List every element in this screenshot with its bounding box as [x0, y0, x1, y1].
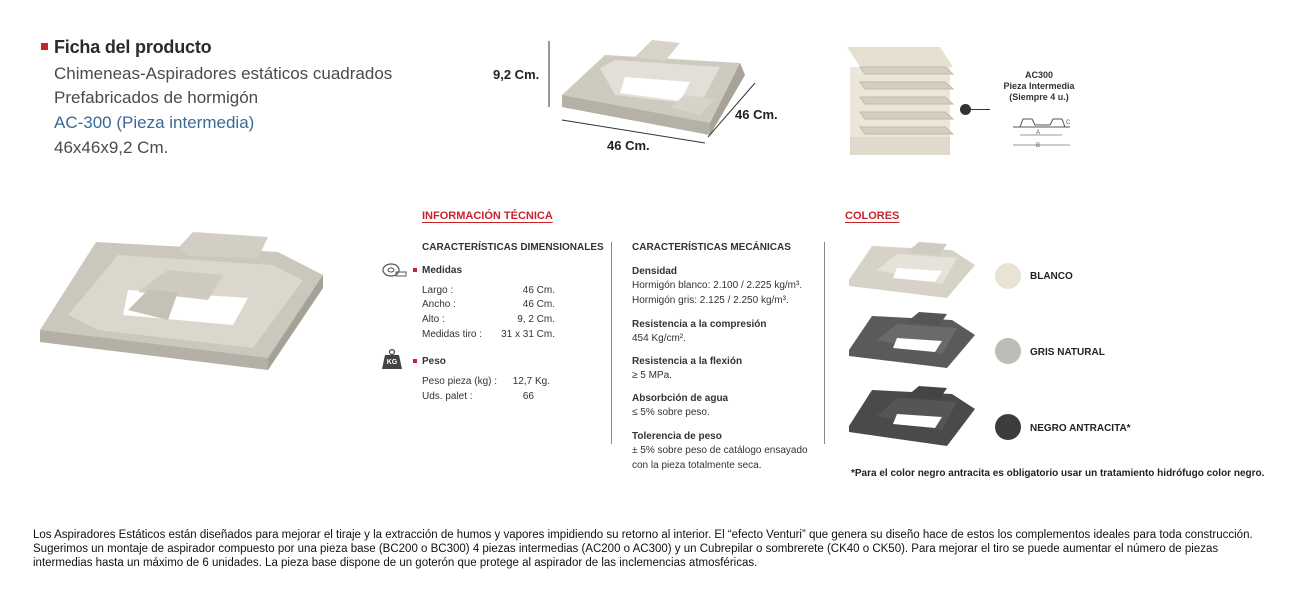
stack-pointer-line — [970, 109, 990, 110]
measure-row — [422, 314, 557, 326]
dimensional-title: CARACTERÍSTICAS DIMENSIONALES — [422, 242, 604, 253]
measure-row — [422, 299, 557, 311]
color-swatch-grey — [995, 338, 1021, 364]
height-dimension: 9,2 Cm. — [493, 67, 540, 82]
tolerance-label: Tolerencia de peso — [632, 431, 722, 442]
divider-dim-mech — [611, 242, 612, 444]
color-name-grey: GRIS NATURAL — [1030, 347, 1105, 358]
color-note: *Para el color negro antracita es obligatorio usar un tratamiento hidrófugo color negro. — [851, 468, 1265, 479]
measure-key: Largo : — [422, 285, 454, 296]
profile-label-a: A — [1036, 130, 1041, 136]
measures-label: Medidas — [422, 265, 463, 276]
density-grey: Hormigón gris: 2.125 / 2.250 kg/m³. — [632, 295, 789, 306]
profile-label-c: C — [1066, 120, 1071, 126]
color-sample-black — [847, 384, 977, 450]
color-swatch-black — [995, 414, 1021, 440]
color-name-white: BLANCO — [1030, 271, 1073, 282]
tolerance-value-1: ± 5% sobre peso de catálogo ensayado — [632, 445, 808, 456]
flexion-value: ≥ 5 MPa. — [632, 370, 672, 381]
absorption-value: ≤ 5% sobre peso. — [632, 407, 710, 418]
color-sample-white — [847, 240, 977, 302]
product-main-image — [38, 230, 328, 380]
divider-mech-colors — [824, 242, 825, 444]
profile-label-b: B — [1036, 143, 1041, 149]
product-family: Chimeneas-Aspiradores estáticos cuadrados — [54, 64, 393, 83]
depth-dimension: 46 Cm. — [735, 107, 778, 122]
weight-icon-text: KG — [386, 359, 398, 366]
measure-key: Medidas tiro : — [422, 329, 483, 340]
color-sample-grey — [847, 310, 977, 372]
measures-bullet — [413, 268, 417, 272]
product-model: AC-300 (Pieza intermedia) — [54, 113, 255, 132]
tolerance-value-2: con la pieza totalmente seca. — [632, 460, 762, 471]
weight-label: Peso — [422, 356, 446, 367]
section-profile-icon — [1010, 113, 1075, 153]
page-title: Ficha del producto — [54, 37, 212, 57]
color-swatch-white — [995, 263, 1021, 289]
absorption-label: Absorbción de agua — [632, 393, 729, 404]
color-name-black: NEGRO ANTRACITA* — [1030, 423, 1131, 434]
measure-key: Alto : — [422, 314, 445, 325]
density-label: Densidad — [632, 266, 678, 277]
measure-value: 9, 2 Cm. — [517, 314, 555, 325]
mechanical-title: CARACTERÍSTICAS MECÁNICAS — [632, 242, 791, 253]
footer-description: Los Aspiradores Estáticos están diseñados para mejorar el tiraje y la extracción de humos y vapores impidiendo su retorno al interior. El “efecto Venturi” que genera su diseño hace de estos los complementos ideales para toda construcción. Sugerimos un montaje de aspirador compuesto por una pieza base (BC200 o BC300) 4 piezas intermedias (AC200 o AC300) y un Cubrepilar o sombrerete (CK40 o CK50). Para mejorar el tiro se puede aumentar el número de piezas intermedias hasta un máximo de 6 unidades. La pieza base dispone de un goterón que protege al aspirador de las inclemencias atmosféricas. — [33, 529, 1253, 569]
tech-info-title: INFORMACIÓN TÉCNICA — [422, 210, 553, 222]
compression-label: Resistencia a la compresión — [632, 319, 767, 330]
width-dimension: 46 Cm. — [607, 138, 650, 153]
product-size: 46x46x9,2 Cm. — [54, 138, 169, 157]
colors-title: COLORES — [845, 210, 900, 222]
measure-value: 46 Cm. — [522, 299, 555, 310]
title-bullet — [41, 43, 48, 50]
weight-key: Peso pieza (kg) : — [422, 376, 498, 387]
measure-value: 31 x 31 Cm. — [501, 329, 555, 340]
weight-value: 66 — [522, 391, 534, 402]
stack-piece-name: Pieza Intermedia — [1003, 81, 1075, 91]
weight-value: 12,7 Kg. — [512, 376, 550, 387]
flexion-label: Resistencia a la flexión — [632, 356, 743, 367]
compression-value: 454 Kg/cm². — [632, 333, 686, 344]
tape-measure-icon — [381, 262, 407, 278]
weight-key: Uds. palet : — [422, 391, 473, 402]
chimney-stack-image — [845, 42, 960, 158]
measure-value: 46 Cm. — [522, 285, 555, 296]
measure-key: Ancho : — [422, 299, 456, 310]
weight-icon — [381, 348, 403, 370]
weight-row — [422, 376, 552, 388]
density-white: Hormigón blanco: 2.100 / 2.225 kg/m³. — [632, 280, 803, 291]
stack-piece-note: (Siempre 4 u.) — [1009, 92, 1069, 102]
weight-row — [422, 391, 534, 403]
measure-row — [422, 329, 557, 341]
measure-row — [422, 285, 557, 297]
dimension-drawing — [540, 35, 790, 160]
stack-code: AC300 — [1024, 70, 1053, 80]
product-material: Prefabricados de hormigón — [54, 88, 259, 107]
weight-bullet — [413, 359, 417, 363]
